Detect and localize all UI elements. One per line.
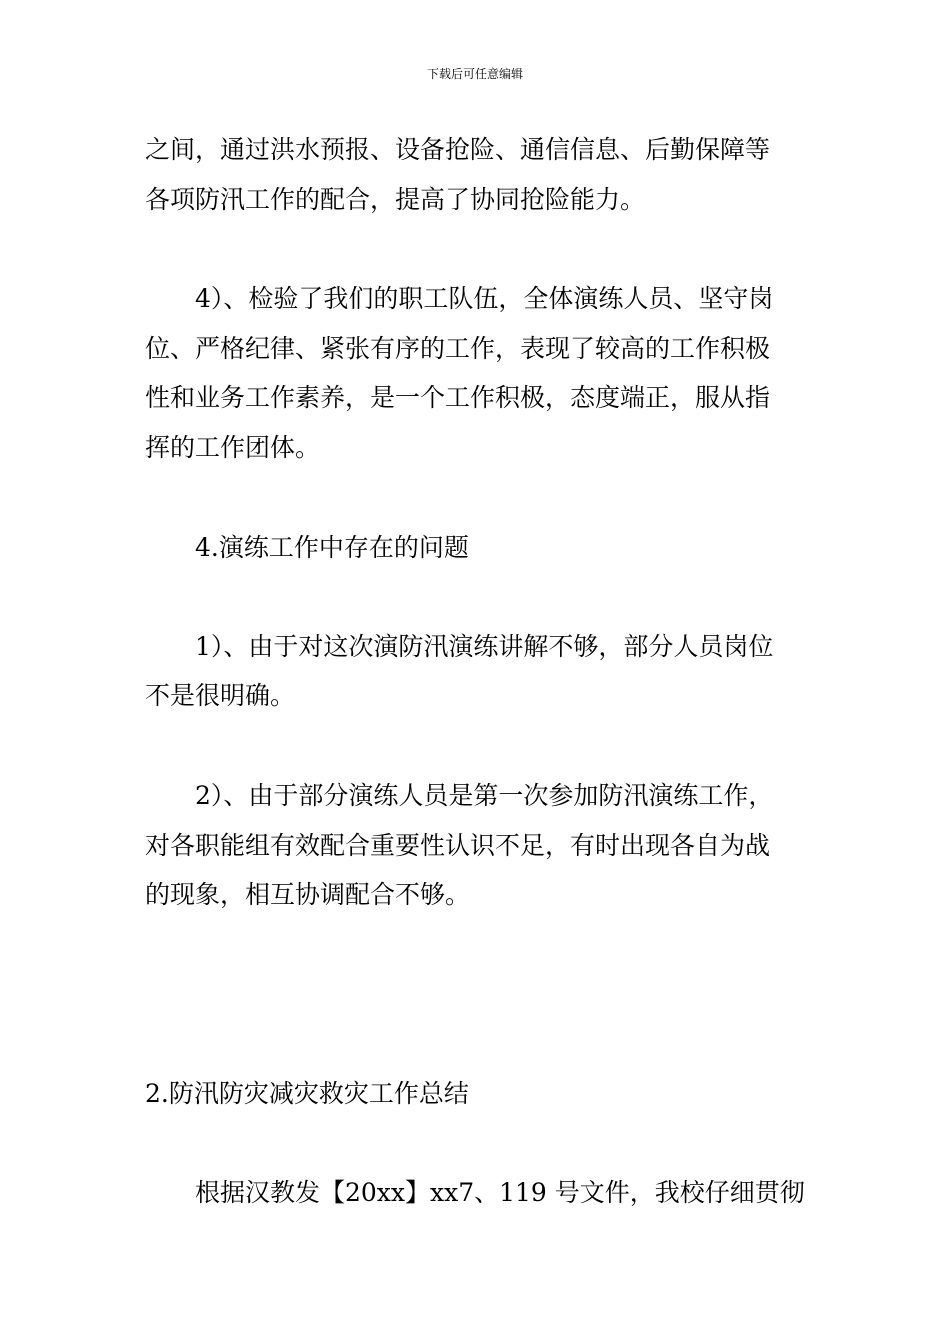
paragraph-line: 挥的工作团体。 <box>145 433 321 462</box>
paragraph-line: 性和业务工作素养，是一个工作积极，态度端正，服从指 <box>145 383 771 412</box>
paragraph-line: 的现象，相互协调配合不够。 <box>145 880 471 909</box>
paragraph-line: 位、严格纪律、紧张有序的工作，表现了较高的工作积极 <box>145 334 771 363</box>
paragraph-line: 2）、由于部分演练人员是第一次参加防汛演练工作， <box>195 781 774 810</box>
paragraph-line: 之间，通过洪水预报、设备抢险、通信信息、后勤保障等 <box>145 135 771 164</box>
document-title: 2.防汛防灾减灾救灾工作总结 <box>145 1079 469 1108</box>
paragraph-line: 1）、由于对这次演防汛演练讲解不够，部分人员岗位 <box>195 632 774 661</box>
section-heading: 4.演练工作中存在的问题 <box>195 533 469 562</box>
paragraph-line: 对各职能组有效配合重要性认识不足，有时出现各自为战 <box>145 831 771 860</box>
paragraph-line: 不是很明确。 <box>145 681 296 710</box>
paragraph-line: 各项防汛工作的配合，提高了协同抢险能力。 <box>145 185 646 214</box>
page-header: 下载后可任意编辑 <box>426 67 523 81</box>
paragraph-line: 4）、检验了我们的职工队伍，全体演练人员、坚守岗 <box>195 284 774 313</box>
paragraph-line: 根据汉教发【20xx】xx7、119 号文件，我校仔细贯彻 <box>195 1178 805 1207</box>
